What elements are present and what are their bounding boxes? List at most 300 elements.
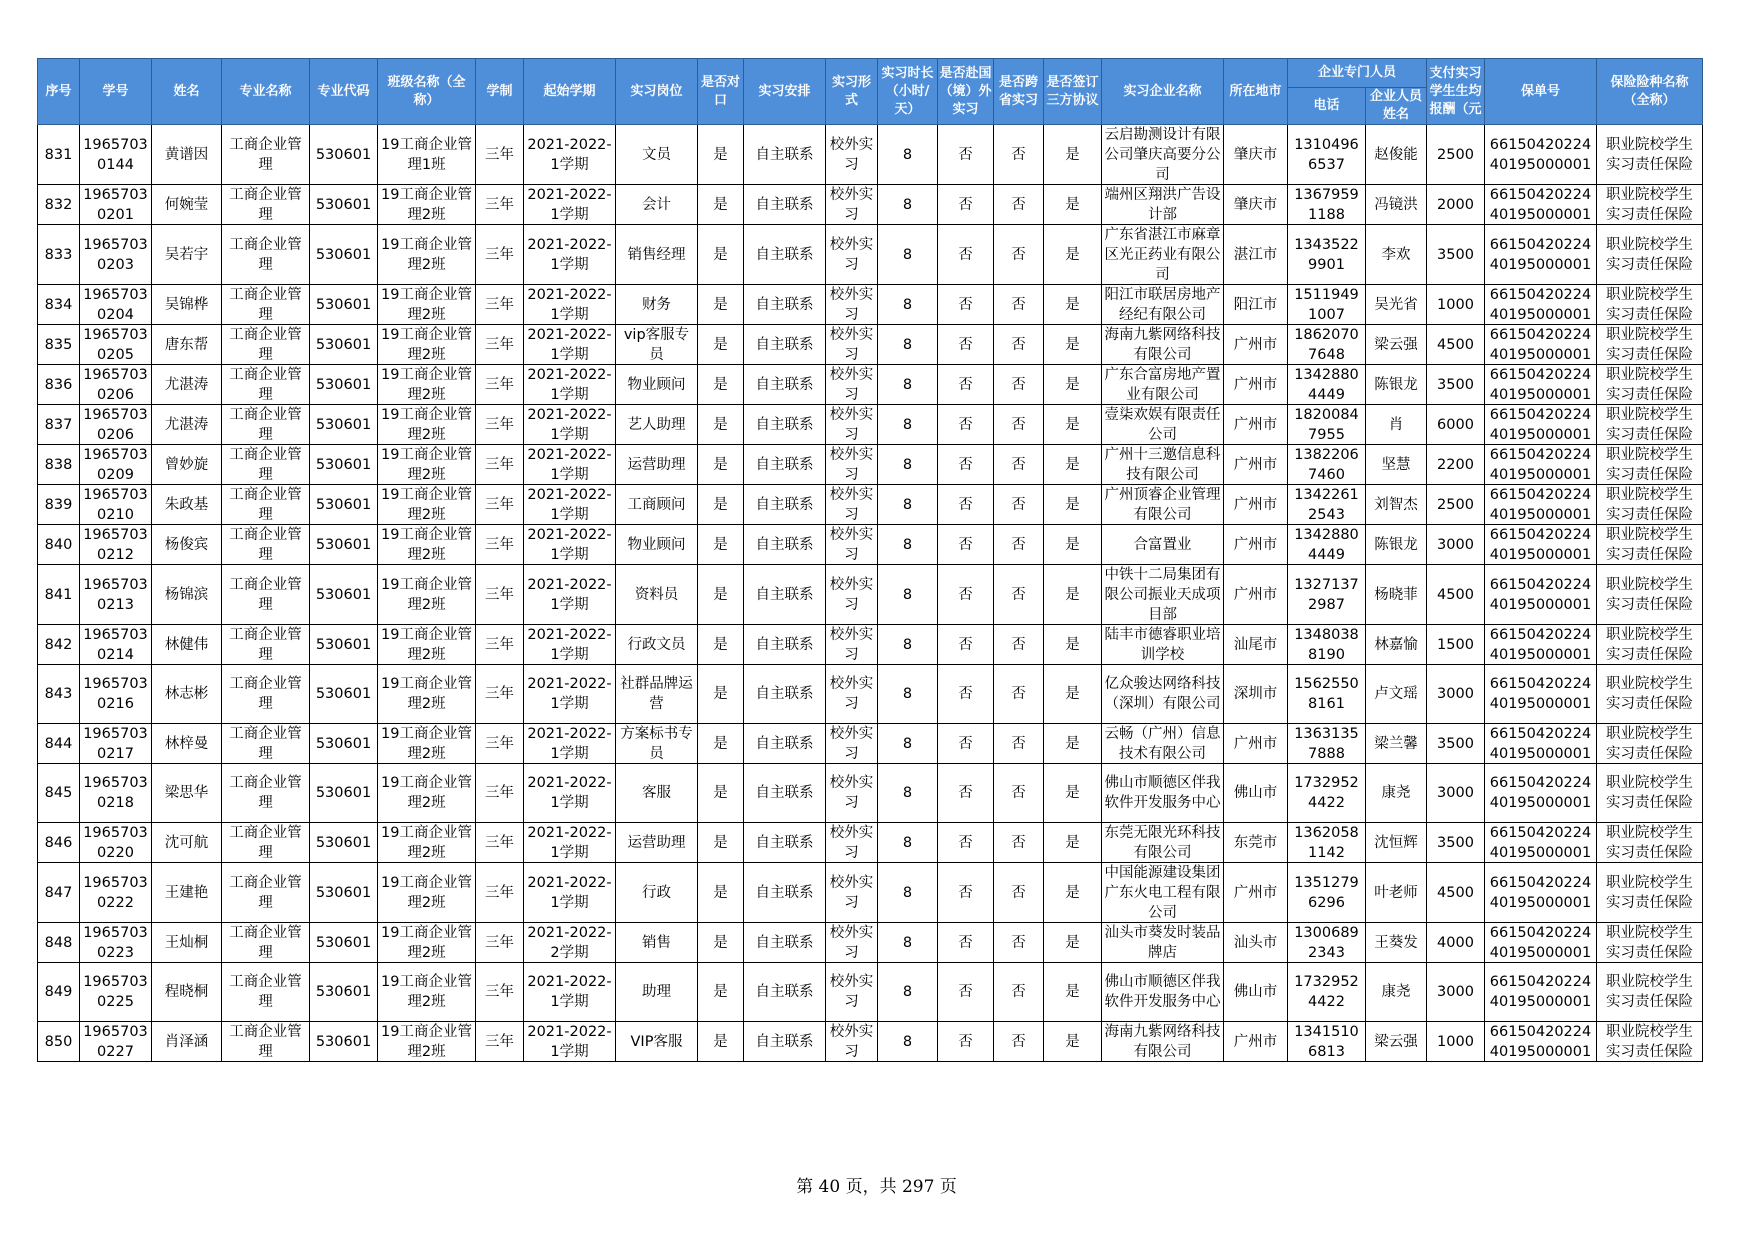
table-row: [38, 225, 1703, 285]
cell-policy: [1485, 724, 1597, 764]
cell-class: [378, 125, 476, 185]
cell-name: [152, 1022, 222, 1062]
cell-student-id: [80, 823, 152, 863]
cell-insurance: [1597, 665, 1703, 724]
table-row: [38, 485, 1703, 525]
cell-tripartite-text: 是: [1065, 686, 1080, 702]
cell-duration: [476, 625, 524, 665]
cell-policy-text: 6615042022440195000001: [1489, 327, 1592, 363]
cell-pay: [1427, 823, 1485, 863]
header-policy: 保单号: [1485, 59, 1597, 125]
cell-student-id: [80, 665, 152, 724]
cell-cross-province: [994, 185, 1044, 225]
cell-class: [378, 185, 476, 225]
cell-matched: [698, 125, 744, 185]
cell-tripartite: [1044, 185, 1102, 225]
cell-company: [1102, 724, 1224, 764]
cell-name-text: 王建艳: [164, 884, 209, 901]
cell-pay-text: 4500: [1437, 336, 1474, 353]
cell-name-text: 沈可航: [164, 834, 209, 851]
cell-start-term-text: 2021-2022-1学期: [527, 974, 612, 1010]
cell-name: [152, 625, 222, 665]
cell-start-term: [524, 764, 616, 823]
cell-student-id: [80, 724, 152, 764]
cell-abroad-text: 否: [958, 1033, 973, 1050]
cell-matched-text: 是: [713, 735, 728, 752]
cell-phone-text: 13006892343: [1294, 925, 1359, 961]
cell-pay: [1427, 724, 1485, 764]
cell-company-text: 中国能源建设集团广东火电工程有限公司: [1104, 865, 1221, 921]
cell-cross-province-text: 否: [1011, 416, 1026, 433]
cell-tripartite: [1044, 1022, 1102, 1062]
cell-tripartite: [1044, 225, 1102, 285]
cell-hours: [878, 923, 938, 963]
cell-start-term-text: 2021-2022-1学期: [527, 627, 612, 663]
cell-arrangement-text: 自主联系: [755, 1033, 814, 1050]
cell-arrangement-text: 自主联系: [755, 146, 814, 163]
cell-abroad: [938, 185, 994, 225]
cell-tripartite: [1044, 325, 1102, 365]
cell-matched-text: 是: [713, 984, 728, 1000]
cell-arrangement: [744, 823, 826, 863]
cell-name-text: 尤湛涛: [164, 376, 209, 393]
cell-cross-province-text: 否: [1011, 376, 1026, 393]
cell-cross-province-text: 否: [1011, 296, 1026, 313]
cell-abroad: [938, 525, 994, 565]
cell-arrangement: [744, 125, 826, 185]
cell-hours-text: 8: [902, 834, 913, 851]
cell-contact-name: [1366, 225, 1427, 285]
cell-form-text: 校外实习: [829, 726, 874, 762]
cell-name-text: 何婉莹: [164, 196, 209, 213]
header-tripartite: 是否签订三方协议: [1044, 59, 1102, 125]
cell-position: [616, 1022, 698, 1062]
cell-duration-text: 三年: [485, 496, 514, 513]
cell-position: [616, 863, 698, 923]
cell-phone-text: 13620581142: [1294, 825, 1359, 861]
cell-student-id-text: 19657030201: [83, 187, 148, 223]
cell-cross-province: [994, 764, 1044, 823]
cell-abroad-text: 否: [958, 246, 973, 263]
cell-policy-text: 6615042022440195000001: [1489, 236, 1592, 273]
cell-pay-text: 2500: [1437, 496, 1474, 513]
cell-start-term-text: 2021-2022-1学期: [527, 775, 612, 811]
cell-tripartite-text: 是: [1065, 246, 1080, 263]
cell-seq: [38, 1022, 80, 1062]
cell-arrangement-text: 自主联系: [755, 246, 814, 263]
cell-student-id: [80, 565, 152, 625]
cell-matched-text: 是: [713, 636, 728, 653]
cell-pay: [1427, 365, 1485, 405]
cell-phone: [1288, 485, 1366, 525]
table-row: [38, 405, 1703, 445]
cell-major-text: 工商企业管理: [229, 627, 302, 663]
cell-tripartite: [1044, 565, 1102, 625]
cell-hours-text: 8: [902, 984, 913, 1000]
cell-student-id-text: 19657030223: [83, 925, 148, 961]
cell-form-text: 校外实习: [829, 407, 874, 443]
cell-start-term-text: 2021-2022-1学期: [527, 187, 612, 223]
table-row: [38, 565, 1703, 625]
cell-insurance-text: 职业院校学生实习责任保险: [1606, 447, 1693, 483]
cell-name: [152, 963, 222, 1022]
cell-start-term: [524, 565, 616, 625]
cell-cross-province-text: 否: [1011, 735, 1026, 752]
cell-contact-name-text: 林嘉愉: [1374, 636, 1418, 653]
cell-cross-province-text: 否: [1011, 785, 1026, 801]
cell-contact-name: [1366, 405, 1427, 445]
cell-city: [1224, 225, 1288, 285]
cell-pay: [1427, 525, 1485, 565]
table-row: [38, 963, 1703, 1022]
cell-major-text: 工商企业管理: [229, 775, 302, 811]
cell-major-code-text: 530601: [315, 586, 372, 603]
cell-major: [222, 185, 310, 225]
cell-company-text: 端州区翔洪广告设计部: [1104, 187, 1221, 223]
cell-abroad-text: 否: [958, 336, 973, 353]
cell-student-id-text: 19657030212: [83, 527, 148, 563]
cell-name-text: 林志彬: [164, 686, 209, 702]
cell-matched-text: 是: [713, 376, 728, 393]
cell-cross-province-text: 否: [1011, 984, 1026, 1000]
cell-company-text: 东莞无限光环科技有限公司: [1104, 825, 1221, 861]
cell-class: [378, 823, 476, 863]
cell-seq: [38, 485, 80, 525]
cell-student-id: [80, 125, 152, 185]
cell-insurance: [1597, 963, 1703, 1022]
cell-matched: [698, 923, 744, 963]
cell-contact-name: [1366, 863, 1427, 923]
cell-contact-name-text: 王葵发: [1374, 934, 1418, 951]
cell-company-text: 海南九紫网络科技有限公司: [1104, 327, 1221, 363]
cell-major-code: [310, 125, 378, 185]
cell-contact-name: [1366, 185, 1427, 225]
cell-class-text: 19工商企业管理2班: [381, 974, 472, 1010]
cell-city: [1224, 1022, 1288, 1062]
cell-contact-name-text: 梁云强: [1374, 1033, 1418, 1050]
cell-company: [1102, 445, 1224, 485]
cell-class: [378, 665, 476, 724]
cell-seq: [38, 125, 80, 185]
cell-tripartite-text: 是: [1065, 834, 1080, 851]
cell-policy: [1485, 325, 1597, 365]
cell-form-text: 校外实习: [829, 925, 874, 961]
cell-phone: [1288, 923, 1366, 963]
cell-policy-text: 6615042022440195000001: [1489, 775, 1592, 811]
cell-phone: [1288, 625, 1366, 665]
cell-insurance-text: 职业院校学生实习责任保险: [1606, 775, 1693, 811]
cell-seq: [38, 625, 80, 665]
cell-hours: [878, 525, 938, 565]
cell-name-text: 唐东帮: [164, 336, 209, 353]
cell-policy: [1485, 665, 1597, 724]
cell-student-id: [80, 923, 152, 963]
cell-start-term: [524, 525, 616, 565]
cell-start-term: [524, 445, 616, 485]
cell-tripartite-text: 是: [1065, 336, 1080, 353]
cell-hours-text: 8: [902, 416, 913, 433]
cell-cross-province-text: 否: [1011, 586, 1026, 603]
cell-position-text: 资料员: [634, 586, 679, 603]
cell-form-text: 校外实习: [829, 825, 874, 861]
cell-hours: [878, 225, 938, 285]
cell-company: [1102, 325, 1224, 365]
cell-abroad: [938, 125, 994, 185]
cell-pay-text: 1000: [1437, 296, 1474, 313]
cell-major: [222, 405, 310, 445]
cell-contact-name-text: 康尧: [1381, 785, 1411, 801]
cell-city: [1224, 365, 1288, 405]
cell-company: [1102, 625, 1224, 665]
cell-company: [1102, 1022, 1224, 1062]
cell-insurance-text: 职业院校学生实习责任保险: [1606, 527, 1693, 563]
cell-class-text: 19工商企业管理2班: [381, 627, 472, 663]
cell-phone-text: 13271372987: [1294, 576, 1359, 613]
cell-company: [1102, 863, 1224, 923]
cell-seq-text: 834: [44, 296, 73, 313]
cell-class-text: 19工商企业管理2班: [381, 287, 472, 323]
cell-hours-text: 8: [902, 686, 913, 702]
cell-student-id: [80, 625, 152, 665]
cell-position: [616, 625, 698, 665]
cell-insurance: [1597, 724, 1703, 764]
cell-duration-text: 三年: [485, 586, 514, 603]
cell-major-text: 工商企业管理: [229, 925, 302, 961]
cell-matched-text: 是: [713, 686, 728, 702]
cell-arrangement: [744, 724, 826, 764]
cell-major-code-text: 530601: [315, 296, 372, 313]
cell-contact-name-text: 梁云强: [1374, 336, 1418, 353]
cell-contact-name-text: 陈银龙: [1374, 536, 1418, 553]
cell-cross-province: [994, 724, 1044, 764]
cell-tripartite-text: 是: [1065, 496, 1080, 513]
cell-position-text: 运营助理: [627, 834, 686, 851]
cell-seq: [38, 565, 80, 625]
cell-cross-province-text: 否: [1011, 934, 1026, 951]
cell-abroad-text: 否: [958, 984, 973, 1000]
cell-matched-text: 是: [713, 934, 728, 951]
cell-seq-text: 850: [44, 1033, 73, 1050]
cell-pay: [1427, 325, 1485, 365]
cell-policy: [1485, 963, 1597, 1022]
cell-company-text: 广东合富房地产置业有限公司: [1104, 367, 1221, 403]
cell-matched-text: 是: [713, 246, 728, 263]
cell-student-id-text: 19657030220: [83, 825, 148, 861]
cell-student-id-text: 19657030210: [83, 487, 148, 523]
cell-insurance: [1597, 1022, 1703, 1062]
cell-cross-province-text: 否: [1011, 336, 1026, 353]
cell-city-text: 汕尾市: [1233, 636, 1278, 653]
cell-matched: [698, 285, 744, 325]
cell-pay-text: 3500: [1437, 376, 1474, 393]
cell-city-text: 湛江市: [1233, 246, 1278, 263]
cell-contact-name: [1366, 485, 1427, 525]
cell-seq-text: 849: [44, 984, 73, 1000]
table-row: [38, 325, 1703, 365]
cell-matched: [698, 1022, 744, 1062]
cell-contact-name: [1366, 365, 1427, 405]
cell-start-term: [524, 625, 616, 665]
cell-phone-text: 15625508161: [1294, 676, 1359, 712]
cell-tripartite: [1044, 863, 1102, 923]
cell-name: [152, 445, 222, 485]
cell-form-text: 校外实习: [829, 1024, 874, 1060]
cell-start-term: [524, 665, 616, 724]
cell-hours-text: 8: [902, 196, 913, 213]
cell-duration: [476, 125, 524, 185]
cell-pay-text: 3500: [1437, 834, 1474, 851]
header-cross-province: 是否跨省实习: [994, 59, 1044, 125]
cell-name-text: 朱政基: [164, 496, 209, 513]
cell-major-text: 工商企业管理: [229, 974, 302, 1010]
cell-abroad: [938, 863, 994, 923]
cell-tripartite-text: 是: [1065, 884, 1080, 901]
cell-pay: [1427, 445, 1485, 485]
cell-city-text: 广州市: [1233, 456, 1278, 473]
cell-position-text: 销售: [642, 934, 671, 951]
cell-pay-text: 3500: [1437, 246, 1474, 263]
cell-major: [222, 485, 310, 525]
cell-pay-text: 4500: [1437, 586, 1474, 603]
cell-city: [1224, 485, 1288, 525]
cell-start-term: [524, 325, 616, 365]
cell-class-text: 19工商企业管理2班: [381, 576, 472, 613]
cell-major-code: [310, 923, 378, 963]
cell-start-term: [524, 963, 616, 1022]
cell-phone-text: 18200847955: [1294, 407, 1359, 443]
cell-cross-province: [994, 565, 1044, 625]
cell-matched: [698, 764, 744, 823]
cell-pay: [1427, 1022, 1485, 1062]
cell-name: [152, 565, 222, 625]
cell-hours: [878, 724, 938, 764]
cell-start-term: [524, 125, 616, 185]
cell-name: [152, 285, 222, 325]
table-row: [38, 125, 1703, 185]
cell-major-text: 工商企业管理: [229, 407, 302, 443]
cell-company-text: 广州十三邀信息科技有限公司: [1104, 447, 1221, 483]
cell-start-term: [524, 923, 616, 963]
cell-contact-name-text: 陈银龙: [1374, 376, 1418, 393]
cell-company-text: 汕头市葵发时装品牌店: [1104, 925, 1221, 961]
cell-class-text: 19工商企业管理2班: [381, 874, 472, 911]
cell-position: [616, 365, 698, 405]
cell-phone: [1288, 963, 1366, 1022]
cell-policy-text: 6615042022440195000001: [1489, 576, 1592, 613]
cell-tripartite: [1044, 625, 1102, 665]
cell-insurance: [1597, 565, 1703, 625]
cell-arrangement-text: 自主联系: [755, 884, 814, 901]
cell-major-code-text: 530601: [315, 336, 372, 353]
cell-company-text: 亿众骏达网络科技（深圳）有限公司: [1104, 676, 1221, 712]
cell-major-text: 工商企业管理: [229, 874, 302, 911]
cell-start-term-text: 2021-2022-1学期: [527, 676, 612, 712]
cell-duration-text: 三年: [485, 934, 514, 951]
internship-table: [37, 58, 1703, 1062]
cell-duration: [476, 445, 524, 485]
cell-class: [378, 325, 476, 365]
cell-hours: [878, 185, 938, 225]
cell-contact-name: [1366, 1022, 1427, 1062]
cell-abroad-text: 否: [958, 146, 973, 163]
cell-city: [1224, 863, 1288, 923]
cell-matched: [698, 823, 744, 863]
cell-matched-text: 是: [713, 146, 728, 163]
cell-insurance-text: 职业院校学生实习责任保险: [1606, 236, 1693, 273]
table-row: [38, 445, 1703, 485]
cell-hours-text: 8: [902, 934, 913, 951]
cell-major-text: 工商企业管理: [229, 236, 302, 273]
cell-name-text: 尤湛涛: [164, 416, 209, 433]
cell-matched: [698, 365, 744, 405]
cell-hours: [878, 485, 938, 525]
cell-duration: [476, 823, 524, 863]
cell-tripartite-text: 是: [1065, 1033, 1080, 1050]
cell-contact-name-text: 卢文瑶: [1374, 686, 1418, 702]
cell-policy: [1485, 823, 1597, 863]
cell-major: [222, 125, 310, 185]
table-row: [38, 185, 1703, 225]
cell-position: [616, 665, 698, 724]
cell-duration: [476, 963, 524, 1022]
cell-policy: [1485, 365, 1597, 405]
cell-student-id: [80, 863, 152, 923]
cell-cross-province: [994, 525, 1044, 565]
cell-insurance: [1597, 365, 1703, 405]
cell-class-text: 19工商企业管理1班: [381, 136, 472, 173]
cell-seq: [38, 325, 80, 365]
cell-tripartite-text: 是: [1065, 416, 1080, 433]
cell-city-text: 深圳市: [1233, 686, 1278, 702]
cell-form: [826, 665, 878, 724]
cell-abroad: [938, 963, 994, 1022]
cell-contact-name: [1366, 823, 1427, 863]
cell-abroad-text: 否: [958, 496, 973, 513]
header-start-term: 起始学期: [524, 59, 616, 125]
cell-position-text: 财务: [642, 296, 671, 313]
cell-pay-text: 3000: [1437, 686, 1474, 702]
cell-form: [826, 863, 878, 923]
cell-major-text: 工商企业管理: [229, 676, 302, 712]
cell-duration: [476, 225, 524, 285]
cell-form: [826, 823, 878, 863]
cell-position-text: 方案标书专员: [620, 726, 693, 762]
cell-phone: [1288, 125, 1366, 185]
cell-duration-text: 三年: [485, 884, 514, 901]
cell-matched-text: 是: [713, 456, 728, 473]
cell-matched: [698, 225, 744, 285]
cell-city: [1224, 724, 1288, 764]
cell-insurance-text: 职业院校学生实习责任保险: [1606, 576, 1693, 613]
table-row: [38, 823, 1703, 863]
cell-duration: [476, 923, 524, 963]
cell-arrangement: [744, 1022, 826, 1062]
cell-major-text: 工商企业管理: [229, 576, 302, 613]
cell-pay: [1427, 665, 1485, 724]
cell-policy-text: 6615042022440195000001: [1489, 527, 1592, 563]
cell-abroad: [938, 665, 994, 724]
cell-abroad: [938, 823, 994, 863]
header-form: 实习形式: [826, 59, 878, 125]
cell-abroad-text: 否: [958, 834, 973, 851]
cell-tripartite: [1044, 485, 1102, 525]
cell-cross-province: [994, 863, 1044, 923]
cell-cross-province-text: 否: [1011, 884, 1026, 901]
cell-abroad: [938, 625, 994, 665]
cell-policy: [1485, 225, 1597, 285]
cell-city-text: 阳江市: [1233, 296, 1278, 313]
cell-cross-province: [994, 923, 1044, 963]
